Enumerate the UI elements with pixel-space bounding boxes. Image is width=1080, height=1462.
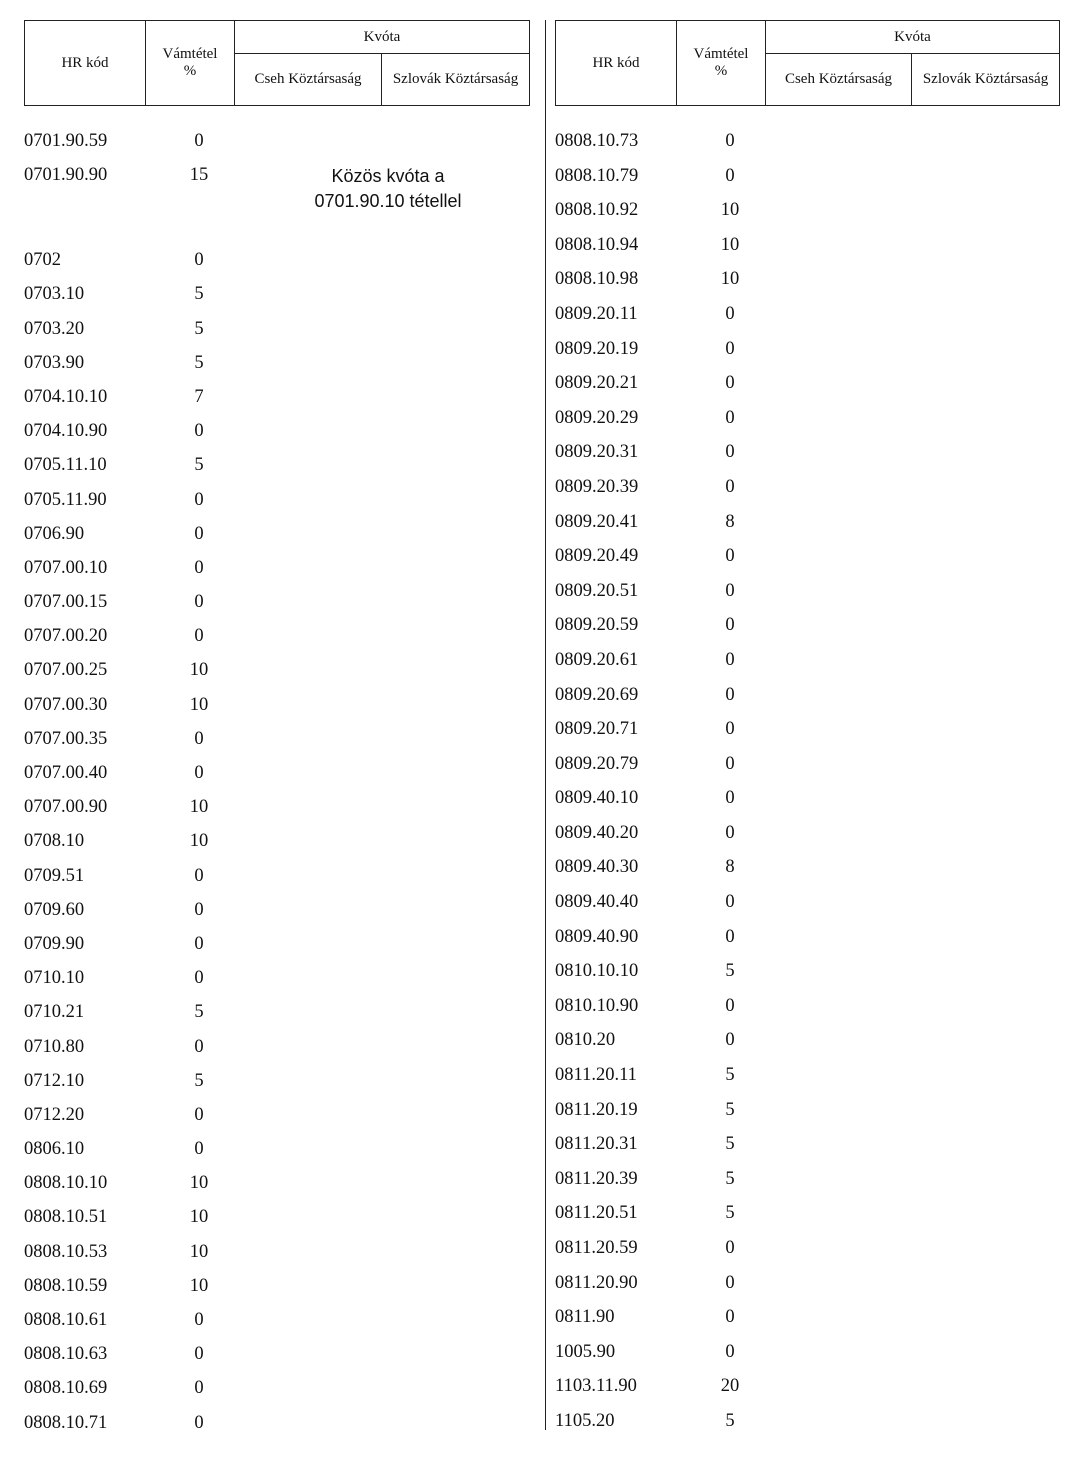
- table-row: [555, 1375, 1059, 1410]
- table-row: [24, 489, 529, 523]
- duty-rate-cell: 0: [194, 933, 204, 954]
- duty-rate-cell: 0: [725, 926, 735, 947]
- hr-code-cell: 0710.10: [24, 968, 85, 989]
- duty-rate-cell: 10: [189, 1207, 209, 1228]
- table-row: [555, 753, 1059, 788]
- table-row: [555, 960, 1059, 995]
- table-row: [24, 249, 529, 283]
- table-row: [24, 420, 529, 454]
- czech-header: Cseh Köztársaság: [766, 54, 912, 106]
- duty-rate-cell: 5: [725, 1065, 735, 1086]
- table-row: [24, 1241, 529, 1275]
- table-row: [24, 130, 529, 164]
- hr-code-cell: 0707.00.25: [24, 660, 108, 681]
- table-row: [24, 967, 529, 1001]
- duty-rate-cell: 10: [189, 660, 209, 681]
- hr-code-cell: 0809.20.39: [555, 476, 639, 497]
- table-row: [555, 926, 1059, 961]
- table-row: [24, 454, 529, 488]
- hr-code-cell: 0810.20: [555, 1030, 616, 1051]
- czech-header: Cseh Köztársaság: [235, 54, 382, 106]
- hr-code-cell: 0806.10: [24, 1139, 85, 1160]
- duty-rate-cell: 5: [725, 1203, 735, 1224]
- hr-code-cell: 0811.20.59: [555, 1238, 638, 1258]
- table-row: [555, 199, 1059, 234]
- quota-note: Közös kvóta a 0701.90.10 tétellel: [314, 166, 462, 212]
- duty-rate-cell: 5: [194, 1002, 204, 1023]
- duty-rate-cell: 5: [725, 1099, 735, 1120]
- hr-code-cell: 0811.20.51: [555, 1203, 638, 1224]
- hr-code-cell: 0707.00.20: [24, 626, 108, 647]
- duty-rate-cell: 10: [720, 234, 740, 255]
- hr-code-cell: 0809.20.29: [555, 407, 639, 428]
- hr-code-cell: 0809.20.51: [555, 580, 639, 601]
- table-row: [24, 1138, 529, 1172]
- table-row: [24, 1036, 529, 1070]
- duty-rate-cell: 0: [194, 865, 204, 886]
- duty-rate-cell: 0: [725, 719, 735, 740]
- hr-code-cell: 0712.10: [24, 1070, 85, 1091]
- table-row: [24, 1070, 529, 1104]
- duty-rate-cell: 10: [189, 1173, 209, 1194]
- hr-code-cell: 0705.11.90: [24, 489, 107, 510]
- hr-code-cell: 0810.10.10: [555, 961, 639, 982]
- table-row: [555, 165, 1059, 200]
- quota-header: Kvóta: [235, 21, 530, 54]
- table-row: [24, 1412, 529, 1446]
- hr-code-cell: 0809.20.71: [555, 719, 639, 740]
- duty-rate-cell: 0: [725, 1307, 735, 1328]
- duty-rate-cell: 0: [194, 489, 204, 510]
- duty-rate-cell: 0: [194, 1310, 204, 1330]
- duty-rate-cell: 0: [194, 592, 204, 613]
- duty-rate-cell: 0: [194, 899, 204, 920]
- duty-rate-cell: 10: [189, 797, 209, 818]
- quota-header: Kvóta: [766, 21, 1060, 54]
- duty-rate-cell: 0: [725, 822, 735, 843]
- hr-code-cell: 0706.90: [24, 523, 85, 544]
- table-row: [24, 1275, 529, 1309]
- hr-code-cell: 0811.20.11: [555, 1065, 637, 1086]
- duty-rate-header: Vámtétel %: [146, 21, 235, 106]
- duty-rate-cell: 5: [725, 961, 735, 982]
- hr-code-cell: 0809.40.40: [555, 892, 639, 913]
- table-row: [555, 856, 1059, 891]
- table-row: [24, 830, 529, 864]
- hr-code-cell: 0809.20.19: [555, 338, 639, 359]
- duty-rate-cell: 0: [194, 728, 204, 749]
- column-divider: [545, 20, 546, 1430]
- right-column: [555, 20, 1059, 1445]
- hr-code-cell: 0809.40.10: [555, 788, 639, 809]
- table-row: [24, 659, 529, 693]
- left-rows: [24, 130, 529, 1446]
- duty-rate-cell: 0: [725, 407, 735, 428]
- duty-rate-cell: 5: [194, 284, 204, 305]
- duty-rate-cell: 0: [725, 684, 735, 705]
- table-row: [555, 338, 1059, 373]
- table-row: [555, 1202, 1059, 1237]
- table-row: [555, 787, 1059, 822]
- duty-rate-cell: 5: [194, 1070, 204, 1091]
- duty-rate-cell: 0: [194, 421, 204, 442]
- table-row: [555, 1410, 1059, 1445]
- hr-code-cell: 0703.20: [24, 318, 85, 339]
- duty-rate-cell: 10: [720, 269, 740, 290]
- hr-code-cell: 0707.00.35: [24, 728, 108, 749]
- table-row: [555, 1272, 1059, 1307]
- duty-rate-cell: 20: [720, 1376, 740, 1397]
- hr-code-cell: 0808.10.51: [24, 1207, 108, 1228]
- table-row: [24, 591, 529, 625]
- table-row: [555, 407, 1059, 442]
- duty-rate-cell: 0: [194, 1139, 204, 1160]
- hr-code-header: HR kód: [556, 21, 677, 106]
- hr-code-cell: 0808.10.59: [24, 1275, 108, 1296]
- hr-code-cell: 0809.20.79: [555, 753, 639, 774]
- duty-rate-cell: 0: [725, 338, 735, 359]
- duty-rate-cell: 0: [725, 131, 735, 151]
- duty-rate-cell: 0: [725, 649, 735, 670]
- hr-code-cell: 0809.40.30: [555, 857, 639, 878]
- table-row: [24, 625, 529, 659]
- table-row: [24, 164, 529, 249]
- left-column: [24, 20, 529, 1446]
- hr-code-cell: 0702: [24, 250, 61, 271]
- duty-rate-cell: 10: [720, 200, 740, 221]
- table-row: [555, 1237, 1059, 1272]
- table-row: [24, 1343, 529, 1377]
- table-row: [555, 511, 1059, 546]
- table-row: [24, 796, 529, 830]
- table-row: [24, 694, 529, 728]
- hr-code-cell: 1105.20: [555, 1410, 615, 1431]
- duty-rate-cell: 10: [189, 1275, 209, 1296]
- duty-rate-cell: 0: [194, 523, 204, 544]
- hr-code-cell: 0809.20.21: [555, 373, 639, 394]
- table-row: [555, 545, 1059, 580]
- duty-rate-cell: 0: [725, 615, 735, 636]
- duty-rate-cell: 5: [725, 1168, 735, 1189]
- table-row: [24, 899, 529, 933]
- table-row: [24, 1206, 529, 1240]
- hr-code-cell: 0808.10.10: [24, 1173, 108, 1194]
- duty-rate-cell: 7: [194, 386, 204, 407]
- hr-code-cell: 0705.11.10: [24, 455, 107, 476]
- table-row: [24, 557, 529, 591]
- duty-rate-cell: 0: [194, 1412, 204, 1433]
- hr-code-cell: 0811.20.39: [555, 1168, 638, 1189]
- hr-code-cell: 0808.10.92: [555, 200, 639, 221]
- right-table-header: [555, 20, 1060, 106]
- hr-code-cell: 0808.10.61: [24, 1310, 108, 1330]
- hr-code-cell: 0808.10.63: [24, 1344, 108, 1365]
- hr-code-cell: 0808.10.94: [555, 234, 639, 255]
- table-row: [24, 352, 529, 386]
- table-row: [24, 283, 529, 317]
- duty-rate-cell: 0: [725, 476, 735, 497]
- duty-rate-cell: 0: [725, 892, 735, 913]
- table-row: [555, 130, 1059, 165]
- hr-code-cell: 0808.10.71: [24, 1412, 108, 1433]
- right-rows: [555, 130, 1059, 1445]
- hr-code-cell: 0810.10.90: [555, 995, 639, 1016]
- table-row: [555, 1133, 1059, 1168]
- hr-code-cell: 0808.10.73: [555, 131, 639, 151]
- hr-code-cell: 0809.20.49: [555, 546, 639, 567]
- duty-rate-cell: 0: [725, 442, 735, 463]
- duty-rate-cell: 0: [725, 788, 735, 809]
- hr-code-cell: 0809.40.20: [555, 822, 639, 843]
- hr-code-cell: 0808.10.53: [24, 1241, 108, 1262]
- table-row: [24, 762, 529, 796]
- table-row: [24, 728, 529, 762]
- hr-code-cell: 0707.00.40: [24, 763, 108, 783]
- duty-rate-cell: 15: [189, 165, 209, 186]
- slovak-header: Szlovák Köztársaság: [912, 54, 1060, 106]
- duty-rate-cell: 0: [725, 995, 735, 1016]
- duty-rate-cell: 5: [194, 318, 204, 339]
- duty-rate-cell: 0: [725, 1238, 735, 1258]
- hr-code-cell: 0704.10.10: [24, 386, 108, 407]
- hr-code-cell: 0712.20: [24, 1104, 85, 1125]
- table-row: [555, 1029, 1059, 1064]
- table-row: [555, 995, 1059, 1030]
- table-row: [24, 933, 529, 967]
- hr-code-cell: 0809.20.61: [555, 649, 639, 670]
- table-row: [24, 1172, 529, 1206]
- hr-code-cell: 0707.00.90: [24, 797, 108, 818]
- hr-code-cell: 0809.20.31: [555, 442, 639, 463]
- hr-code-cell: 0710.21: [24, 1002, 85, 1023]
- table-row: [24, 1309, 529, 1343]
- table-row: [555, 891, 1059, 926]
- hr-code-cell: 0811.20.90: [555, 1272, 638, 1293]
- duty-rate-cell: 5: [725, 1134, 735, 1155]
- hr-code-cell: 0707.00.10: [24, 557, 108, 578]
- table-row: [555, 684, 1059, 719]
- duty-rate-cell: 0: [194, 1378, 204, 1399]
- table-row: [555, 614, 1059, 649]
- duty-rate-cell: 0: [725, 373, 735, 394]
- hr-code-cell: 0701.90.59: [24, 131, 108, 151]
- duty-rate-cell: 0: [194, 131, 204, 151]
- hr-code-cell: 0808.10.69: [24, 1378, 108, 1399]
- hr-code-cell: 0710.80: [24, 1036, 85, 1057]
- duty-rate-cell: 0: [194, 1344, 204, 1365]
- hr-code-cell: 0811.90: [555, 1307, 615, 1328]
- duty-rate-cell: 8: [725, 511, 735, 532]
- slovak-header: Szlovák Köztársaság: [382, 54, 530, 106]
- table-row: [555, 268, 1059, 303]
- duty-rate-cell: 0: [725, 1272, 735, 1293]
- duty-rate-cell: 0: [194, 763, 204, 783]
- table-row: [555, 234, 1059, 269]
- hr-code-cell: 0709.60: [24, 899, 85, 920]
- hr-code-cell: 0708.10: [24, 831, 85, 852]
- hr-code-cell: 0809.20.59: [555, 615, 639, 636]
- duty-rate-cell: 10: [189, 1241, 209, 1262]
- duty-rate-cell: 0: [725, 1030, 735, 1051]
- hr-code-cell: 0811.20.31: [555, 1134, 638, 1155]
- duty-rate-cell: 10: [189, 831, 209, 852]
- table-row: [555, 476, 1059, 511]
- table-row: [555, 303, 1059, 338]
- table-row: [555, 441, 1059, 476]
- duty-rate-header: Vámtétel %: [677, 21, 766, 106]
- hr-code-cell: 0703.90: [24, 352, 85, 373]
- hr-code-cell: 0809.20.11: [555, 303, 638, 324]
- hr-code-cell: 0701.90.90: [24, 165, 108, 186]
- hr-code-cell: 0703.10: [24, 284, 85, 305]
- hr-code-cell: 0811.20.19: [555, 1099, 638, 1120]
- hr-code-cell: 0809.20.41: [555, 511, 639, 532]
- table-row: [555, 822, 1059, 857]
- hr-code-cell: 0808.10.79: [555, 165, 639, 186]
- table-row: [555, 1341, 1059, 1376]
- table-row: [555, 1064, 1059, 1099]
- table-row: [555, 649, 1059, 684]
- duty-rate-cell: 0: [194, 250, 204, 271]
- table-row: [24, 1104, 529, 1138]
- duty-rate-cell: 5: [194, 352, 204, 373]
- hr-code-cell: 0709.90: [24, 933, 85, 954]
- table-row: [555, 718, 1059, 753]
- hr-code-cell: 0809.40.90: [555, 926, 639, 947]
- duty-rate-cell: 0: [725, 580, 735, 601]
- duty-rate-cell: 0: [194, 1104, 204, 1125]
- hr-code-cell: 0809.20.69: [555, 684, 639, 705]
- left-table-header: [24, 20, 530, 106]
- table-row: [24, 865, 529, 899]
- duty-rate-cell: 5: [194, 455, 204, 476]
- duty-rate-cell: 10: [189, 694, 209, 715]
- hr-code-cell: 1005.90: [555, 1341, 616, 1362]
- hr-code-cell: 0707.00.30: [24, 694, 108, 715]
- duty-rate-cell: 0: [725, 753, 735, 774]
- hr-code-cell: 0808.10.98: [555, 269, 639, 290]
- duty-rate-cell: 5: [725, 1410, 735, 1431]
- table-row: [555, 372, 1059, 407]
- duty-rate-cell: 0: [725, 1341, 735, 1362]
- duty-rate-cell: 0: [194, 968, 204, 989]
- hr-code-header: HR kód: [25, 21, 146, 106]
- duty-rate-cell: 0: [194, 557, 204, 578]
- hr-code-cell: 0704.10.90: [24, 421, 108, 442]
- hr-code-cell: 1103.11.90: [555, 1376, 637, 1397]
- table-row: [24, 523, 529, 557]
- duty-rate-cell: 8: [725, 857, 735, 878]
- hr-code-cell: 0707.00.15: [24, 592, 108, 613]
- duty-rate-cell: 0: [725, 165, 735, 186]
- duty-rate-cell: 0: [725, 303, 735, 324]
- table-row: [24, 1377, 529, 1411]
- duty-rate-cell: 0: [725, 546, 735, 567]
- table-row: [555, 1099, 1059, 1134]
- table-row: [555, 580, 1059, 615]
- duty-rate-cell: 0: [194, 626, 204, 647]
- table-row: [24, 1001, 529, 1035]
- table-row: [24, 386, 529, 420]
- table-row: [24, 318, 529, 352]
- hr-code-cell: 0709.51: [24, 865, 85, 886]
- duty-rate-cell: 0: [194, 1036, 204, 1057]
- table-row: [555, 1306, 1059, 1341]
- table-row: [555, 1168, 1059, 1203]
